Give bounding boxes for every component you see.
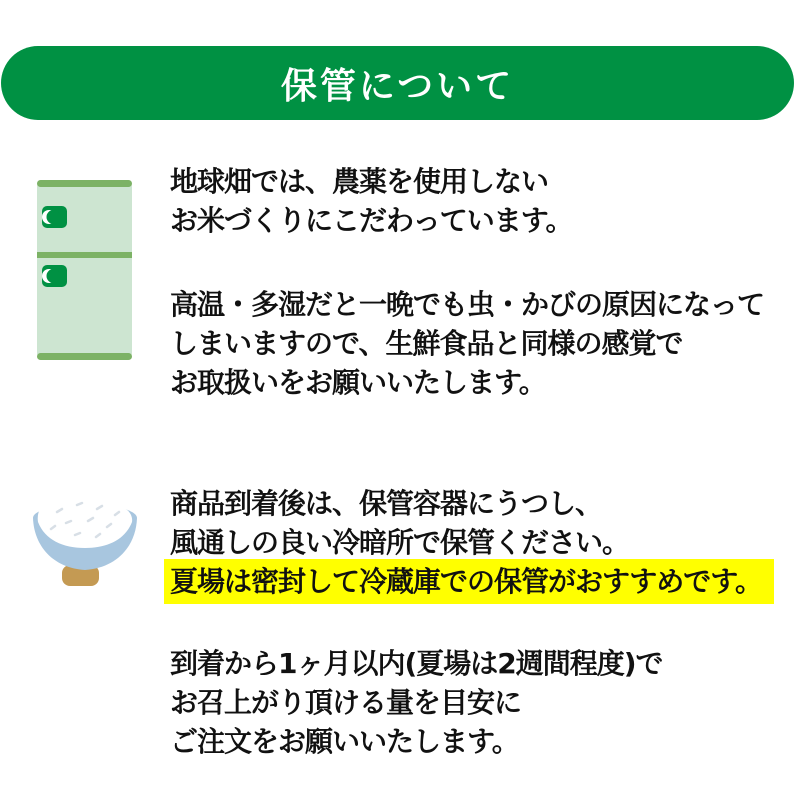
highlight-text: 夏場は密封して冷蔵庫での保管がおすすめです。 <box>164 559 774 604</box>
rice-bowl-icon <box>33 491 137 587</box>
paragraph-intro <box>170 162 572 240</box>
text-line: お米づくりにこだわっています。 <box>170 204 573 237</box>
text-line: しまいますので、生鮮食品と同様の感覚で <box>170 327 683 360</box>
text-line: 地球畑では、農薬を使用しない <box>170 165 549 198</box>
text-line: 商品到着後は、保管容器にうつし、 <box>170 487 603 520</box>
text-line: 風通しの良い冷暗所で保管ください。 <box>170 526 630 559</box>
paragraph-order-guide <box>170 644 663 761</box>
paragraph-storage <box>170 484 774 601</box>
fridge-upper-handle <box>42 206 67 228</box>
header-banner <box>1 46 794 120</box>
page-title: 保管について <box>280 65 515 107</box>
refrigerator-icon <box>37 179 132 361</box>
fridge-lower-handle <box>42 265 67 287</box>
text-line: 高温・多湿だと一晩でも虫・かびの原因になって <box>170 288 765 321</box>
text-line: ご注文をお願いいたします。 <box>170 725 519 758</box>
text-line-highlighted <box>170 562 774 601</box>
text-line: お召上がり頂ける量を目安に <box>170 686 522 719</box>
text-line: お取扱いをお願いいたします。 <box>170 366 546 399</box>
text-line: 到着から1ヶ月以内(夏場は2週間程度)で <box>170 647 663 680</box>
paragraph-warning <box>170 285 764 402</box>
